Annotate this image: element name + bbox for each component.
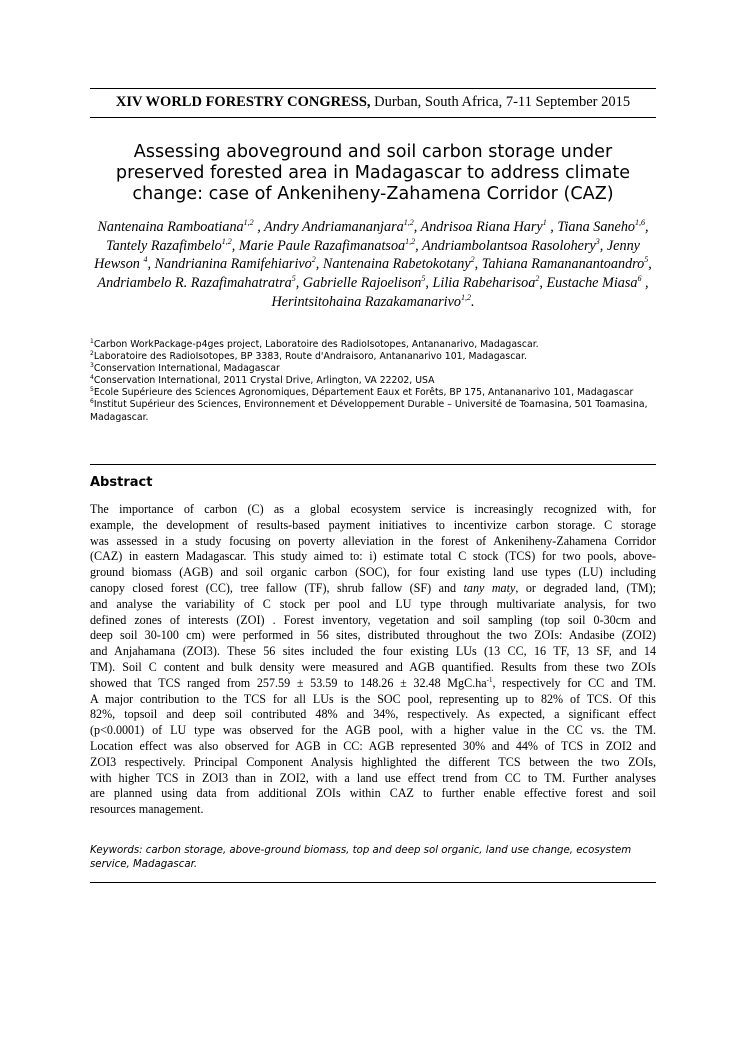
author-separator: , [295,275,303,292]
header-top-rule [90,88,656,89]
abstract-line: (p<0.0001) of LU type was observed for the AGB pool, with a higher value in the CC vs. the TM. [90,723,656,738]
affiliation-number: 6 [90,398,94,406]
affiliation-text: Conservation International, Madagascar [93,363,280,375]
author-separator: , [641,275,649,292]
abstract-line: was assessed in a study focusing on poverty alleviation in the forest of Ankeniheny-Zahamena Corridor [90,533,656,548]
keywords: Keywords: carbon storage, above-ground biomass, top and deep sol organic, land use change, ecosystem service, Madagascar. [90,845,632,871]
author-separator: , [645,219,649,235]
author-separator: , [539,275,547,292]
abstract-line: 82%, topsoil and deep soil contributed 48% and 34%, respectively. As expected, a significant effect [90,707,656,722]
author-separator: , [231,237,239,254]
affiliation-item [90,387,656,399]
author-separator: , [253,219,265,235]
author-affiliation-mark: 1,2 [461,292,471,302]
author-name: Andrisoa Riana Hary [420,219,543,235]
abstract-line: with higher TCS in ZOI3 than in ZOI2, with a land use effect trend from CC to TM. Further analyses [90,770,656,785]
keywords-bottom-rule [90,882,656,883]
author-affiliation-mark: 1 [542,218,547,227]
abstract-line: are planned using data from additional ZOIs within CAZ to further enable effective forest and soil [90,786,656,801]
abstract-line: TM). Soil C content and bulk density were measured and AGB quantified. Results from these two ZOIs [90,659,656,674]
author-affiliation-mark: 1,2 [405,236,416,246]
affiliation-item [90,399,656,423]
congress-header [90,94,656,110]
author-separator: , [147,256,155,273]
author-name: Gabrielle Rajoelison [302,275,422,292]
abstract-line: ground biomass (AGB) and soil organic carbon (SOC), for four existing land use types (LU) including [90,565,656,580]
abstract-line: Location effect was also observed for AGB in CC: AGB represented 30% and 44% of TCS in ZOI2 and [90,738,656,753]
author-separator: . [471,293,475,310]
abstract-line: defined zones of interests (ZOI) . Forest inventory, vegetation and soil sampling (top soil 0-30cm and [90,612,656,627]
author-name: Andry Andriamananjara [264,219,404,235]
abstract-line: and Anjahamana (ZOI3). These 56 sites included the four existing LUs (13 CC, 16 TF, 13 SF, and 14 [90,644,656,659]
author-affiliation-mark: 1,2 [221,236,232,246]
author-affiliation-mark: 1,2 [243,218,254,227]
author-name: Marie Paule Razafimanatsoa [238,237,406,254]
author-affiliation-mark: 2 [311,255,316,265]
author-name: Andriambelo R. Razafimahatratra [97,275,292,292]
paper-title: Assessing aboveground and soil carbon storage under preserved forested area in Madagascar to address climate change: case of Ankeniheny-Zahamena Corridor (CAZ) [115,142,631,204]
affiliation-text: Carbon WorkPackage-p4ges project, Laboratoire des RadioIsotopes, Antananarivo, Madagascar. [93,339,539,350]
author-name: Tantely Razafimbelo [106,237,222,254]
author-name: Nantenaina Ramboatiana [97,219,244,235]
author-affiliation-mark: 5 [644,255,649,265]
abstract-line: and analyse the variability of C stock per pool and LU type through multivariate analysis, for two [90,596,656,611]
abstract-line: canopy closed forest (CC), tree fallow (TF), shrub fallow (SF) and tany maty, or degraded land, (TM); [90,580,656,595]
author-affiliation-mark: 2 [535,274,540,284]
author-affiliation-mark: 1,2 [403,218,414,227]
author-separator: , [474,256,482,273]
unit-exponent: -1 [486,675,493,684]
author-separator: , [599,237,607,254]
abstract-line: showed that TCS ranged from 257.59 ± 53.59 to 148.26 ± 32.48 $MgC.ha^{-1}$, respectively for CC and TM. [90,675,656,690]
affiliation-item [90,363,656,375]
abstract-line: resources management. [90,802,204,817]
author-name: Herintsitohaina Razakamanarivo [271,293,461,310]
affiliation-number: 4 [90,374,94,382]
author-name: Nandrianina Ramifehiarivo [154,256,312,273]
affiliation-number: 1 [90,338,94,345]
congress-name: XIV WORLD FORESTRY CONGRESS, [115,94,371,110]
author-name: Tiana Saneho [557,219,636,235]
author-name: Lilia Rabeharisoa [432,275,536,292]
abstract-line: deep soil 30-100 cm) were performed in 56 sites, distributed throughout the two ZOIs: Andasibe (ZOI2) [90,628,656,643]
abstract-body [90,502,656,818]
author-affiliation-mark: 5 [421,274,426,284]
affiliation-number: 5 [90,386,94,394]
abstract-line: example, the development of results-based payment initiatives to incentivize carbon storage. C storage [90,517,656,532]
abstract-heading: Abstract [90,475,153,490]
abstract-line: (CAZ) in eastern Madagascar. This study aimed to: i) estimate total C stock (TCS) for two pools, above- [90,549,656,564]
affiliation-list [90,339,656,424]
author-name: Andriambolantsoa Rasolohery [421,237,596,254]
author-affiliation-mark: 1,6 [635,218,646,227]
author-affiliation-mark: 6 [637,274,642,284]
affiliation-number: 2 [90,350,94,358]
author-separator: , [546,219,558,235]
author-list [92,218,654,312]
affiliation-text: Laboratoire des RadioIsotopes, BP 3383, Route d'Andraisoro, Antananarivo 101, Madagascar. [93,351,527,363]
abstract-top-rule [90,464,656,465]
affiliation-item [90,375,656,387]
author-affiliation-mark: 2 [470,255,475,265]
author-separator: , [413,219,421,235]
abstract-italic-term: tany maty [463,580,516,595]
author-separator: , [648,256,652,273]
author-affiliation-mark: 5 [291,274,296,284]
author-affiliation-mark: 3 [595,236,600,246]
affiliation-text: Ecole Supérieure des Sciences Agronomiques, Département Eaux et Forêts, BP 175, Antananarivo 101, Madagascar [93,387,634,399]
author-name: Tahiana Ramananantoandro [481,256,645,273]
congress-details: Durban, South Africa, 7-11 September 2015 [370,94,631,110]
abstract-line: ZOI3 respectively. Principal Component Analysis highlighted the different TCS between the two ZOIs, [90,754,656,769]
affiliation-item [90,339,656,351]
author-separator: , [315,256,323,273]
author-affiliation-mark: 4 [143,255,148,265]
abstract-line: The importance of carbon (C) as a global ecosystem service is increasingly recognized with, for [90,502,656,516]
affiliation-text: Institut Supérieur des Sciences, Environnement et Développement Durable – Université de Toamasina, 501 Toamasina, Madagascar. [90,399,648,423]
affiliation-number: 3 [90,362,94,370]
affiliation-text: Conservation International, 2011 Crystal Drive, Arlington, VA 22202, USA [93,375,435,387]
header-bottom-rule [90,117,656,118]
abstract-line: A major contribution to the TCS for all LUs is the SOC pool, representing up to 82% of TCS. Of this [90,691,656,706]
author-name: Jenny Hewson [94,237,640,273]
affiliation-item [90,351,656,363]
author-separator: , [415,237,422,254]
author-name: Nantenaina Rabetokotany [322,256,471,273]
author-name: Eustache Miasa [546,275,638,292]
author-separator: , [425,275,433,292]
